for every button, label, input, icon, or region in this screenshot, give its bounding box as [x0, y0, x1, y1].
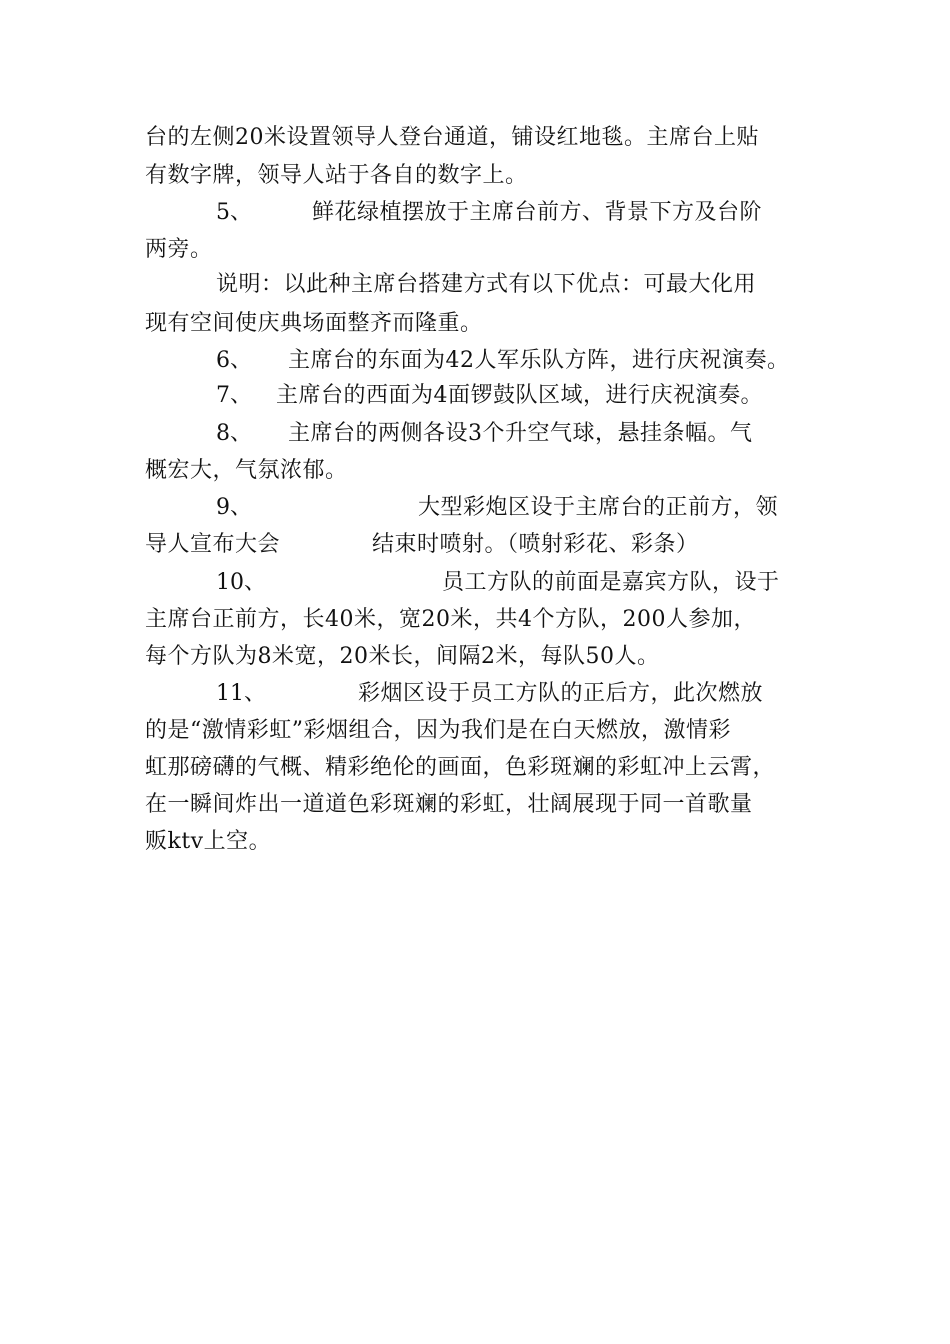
item-number: 10、: [216, 570, 266, 595]
item-number: 5、: [216, 200, 252, 225]
text-line: 大型彩炮区设于主席台的正前方，领: [418, 495, 779, 520]
text-line: 概宏大，气氛浓郁。: [145, 458, 348, 483]
text-line: 主席台的西面为4面锣鼓队区域，进行庆祝演奏。: [276, 383, 763, 408]
item-number: 8、: [216, 421, 252, 446]
text-line: 结束时喷射。（喷射彩花、彩条）: [372, 532, 699, 557]
text-line: 有数字牌，领导人站于各自的数字上。: [145, 163, 528, 188]
text-line: 在一瞬间炸出一道道色彩斑斓的彩虹，壮阔展现于同一首歌量: [145, 792, 753, 817]
text-line: 说明：以此种主席台搭建方式有以下优点：可最大化用: [216, 272, 757, 297]
text-line: 鲜花绿植摆放于主席台前方、背景下方及台阶: [312, 200, 763, 225]
item-number: 11、: [216, 681, 266, 706]
text-line: 虹那磅礴的气概、精彩绝伦的画面，色彩斑斓的彩虹冲上云霄，: [145, 755, 776, 780]
text-line: 彩烟区设于员工方队的正后方，此次燃放: [358, 681, 764, 706]
text-line: 两旁。: [145, 237, 213, 262]
text-line: 主席台的两侧各设3个升空气球，悬挂条幅。气: [288, 421, 753, 446]
text-line: 贩ktv上空。: [145, 829, 272, 854]
item-number: 6、: [216, 348, 252, 373]
text-line: 导人宣布大会: [145, 532, 281, 557]
item-number: 7、: [216, 383, 252, 408]
text-line: 的是“激情彩虹”彩烟组合，因为我们是在白天燃放，激情彩: [145, 718, 731, 743]
text-line: 主席台的东面为42人军乐队方阵，进行庆祝演奏。: [288, 348, 790, 373]
text-line: 主席台正前方，长40米，宽20米，共4个方队，200人参加，: [145, 607, 756, 632]
text-line: 员工方队的前面是嘉宾方队，设于: [442, 570, 780, 595]
item-number: 9、: [216, 495, 252, 520]
text-line: 现有空间使庆典场面整齐而隆重。: [145, 311, 483, 336]
text-line: 台的左侧20米设置领导人登台通道，铺设红地毯。主席台上贴: [145, 125, 759, 150]
text-line: 每个方队为8米宽，20米长，间隔2米，每队50人。: [145, 644, 660, 669]
